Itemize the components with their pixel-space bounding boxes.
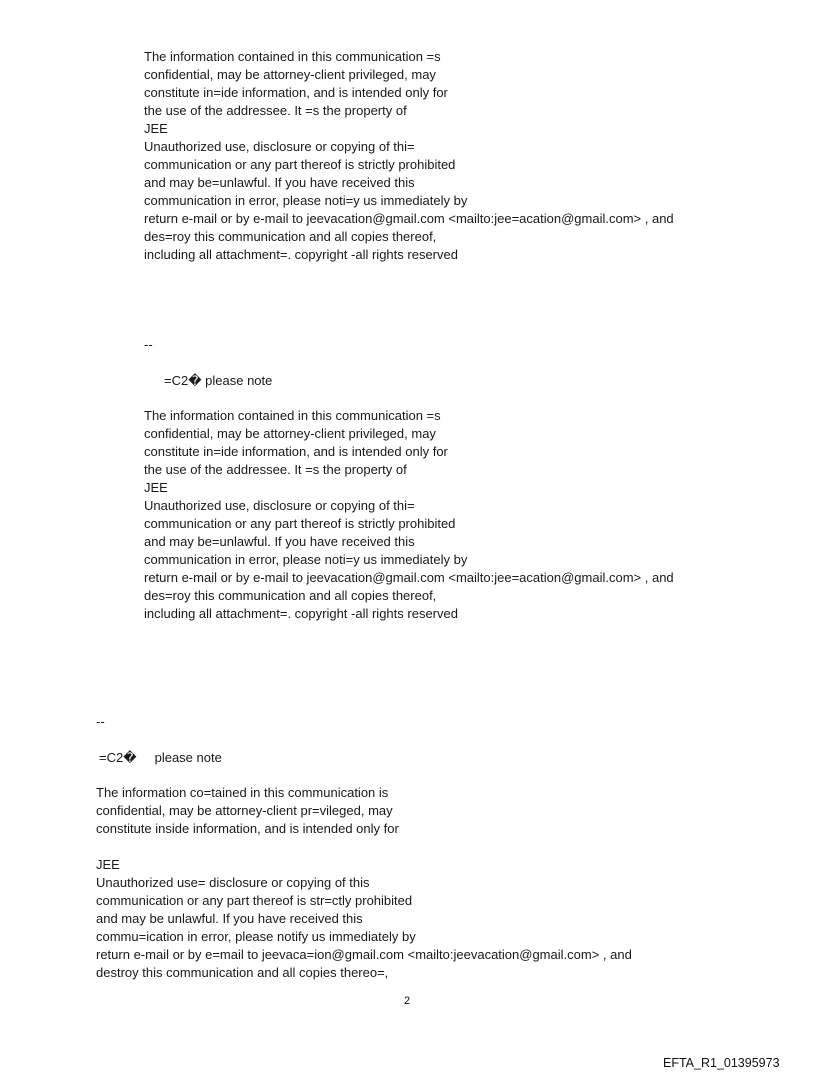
- text-line: return e-mail or by e=mail to jeevaca=ion@gmail.com <mailto:jeevacation@gmail.com> , and: [96, 947, 632, 962]
- separator: --: [96, 714, 105, 729]
- note-line: =C2� please note: [164, 373, 273, 388]
- text-line: JEE: [144, 480, 168, 495]
- text-line: the use of the addressee. It =s the property of: [144, 462, 407, 477]
- text-line: des=roy this communication and all copies thereof,: [144, 588, 437, 603]
- text-line: the use of the addressee. It =s the property of: [144, 103, 407, 118]
- text-line: and may be=unlawful. If you have received this: [144, 175, 415, 190]
- text-line: confidential, may be attorney-client privileged, may: [144, 67, 436, 82]
- text-line: confidential, may be attorney-client privileged, may: [144, 426, 436, 441]
- text-line: communication or any part thereof is str=ctly prohibited: [96, 893, 413, 908]
- text-line: Unauthorized use= disclosure or copying of this: [96, 875, 370, 890]
- text-line: and may be unlawful. If you have received this: [96, 911, 363, 926]
- separator: --: [144, 337, 153, 352]
- text-line: including all attachment=. copyright -all rights reserved: [144, 247, 458, 262]
- text-line: constitute in=ide information, and is intended only for: [144, 85, 448, 100]
- text-line: commu=ication in error, please notify us immediately by: [96, 929, 416, 944]
- text-line: including all attachment=. copyright -all rights reserved: [144, 606, 458, 621]
- text-line: communication in error, please noti=y us immediately by: [144, 193, 468, 208]
- text-line: Unauthorized use, disclosure or copying of thi=: [144, 498, 415, 513]
- text-line: JEE: [144, 121, 168, 136]
- text-line: constitute inside information, and is intended only for: [96, 821, 399, 836]
- text-line: Unauthorized use, disclosure or copying of thi=: [144, 139, 415, 154]
- text-line: The information co=tained in this communication is: [96, 785, 389, 800]
- text-line: and may be=unlawful. If you have received this: [144, 534, 415, 549]
- text-line: return e-mail or by e-mail to jeevacation@gmail.com <mailto:jee=acation@gmail.com> , and: [144, 570, 674, 585]
- text-line: return e-mail or by e-mail to jeevacation@gmail.com <mailto:jee=acation@gmail.com> , and: [144, 211, 674, 226]
- text-line: JEE: [96, 857, 120, 872]
- text-line: constitute in=ide information, and is intended only for: [144, 444, 448, 459]
- text-line: The information contained in this communication =s: [144, 49, 441, 64]
- document-id: EFTA_R1_01395973: [663, 1056, 780, 1070]
- text-line: destroy this communication and all copies thereo=,: [96, 965, 389, 980]
- text-line: confidential, may be attorney-client pr=vileged, may: [96, 803, 393, 818]
- text-line: communication or any part thereof is strictly prohibited: [144, 516, 456, 531]
- note-line: =C2� please note: [99, 750, 222, 765]
- page-number: 2: [404, 995, 411, 1007]
- text-line: The information contained in this communication =s: [144, 408, 441, 423]
- text-line: des=roy this communication and all copies thereof,: [144, 229, 437, 244]
- text-line: communication or any part thereof is strictly prohibited: [144, 157, 456, 172]
- text-line: communication in error, please noti=y us immediately by: [144, 552, 468, 567]
